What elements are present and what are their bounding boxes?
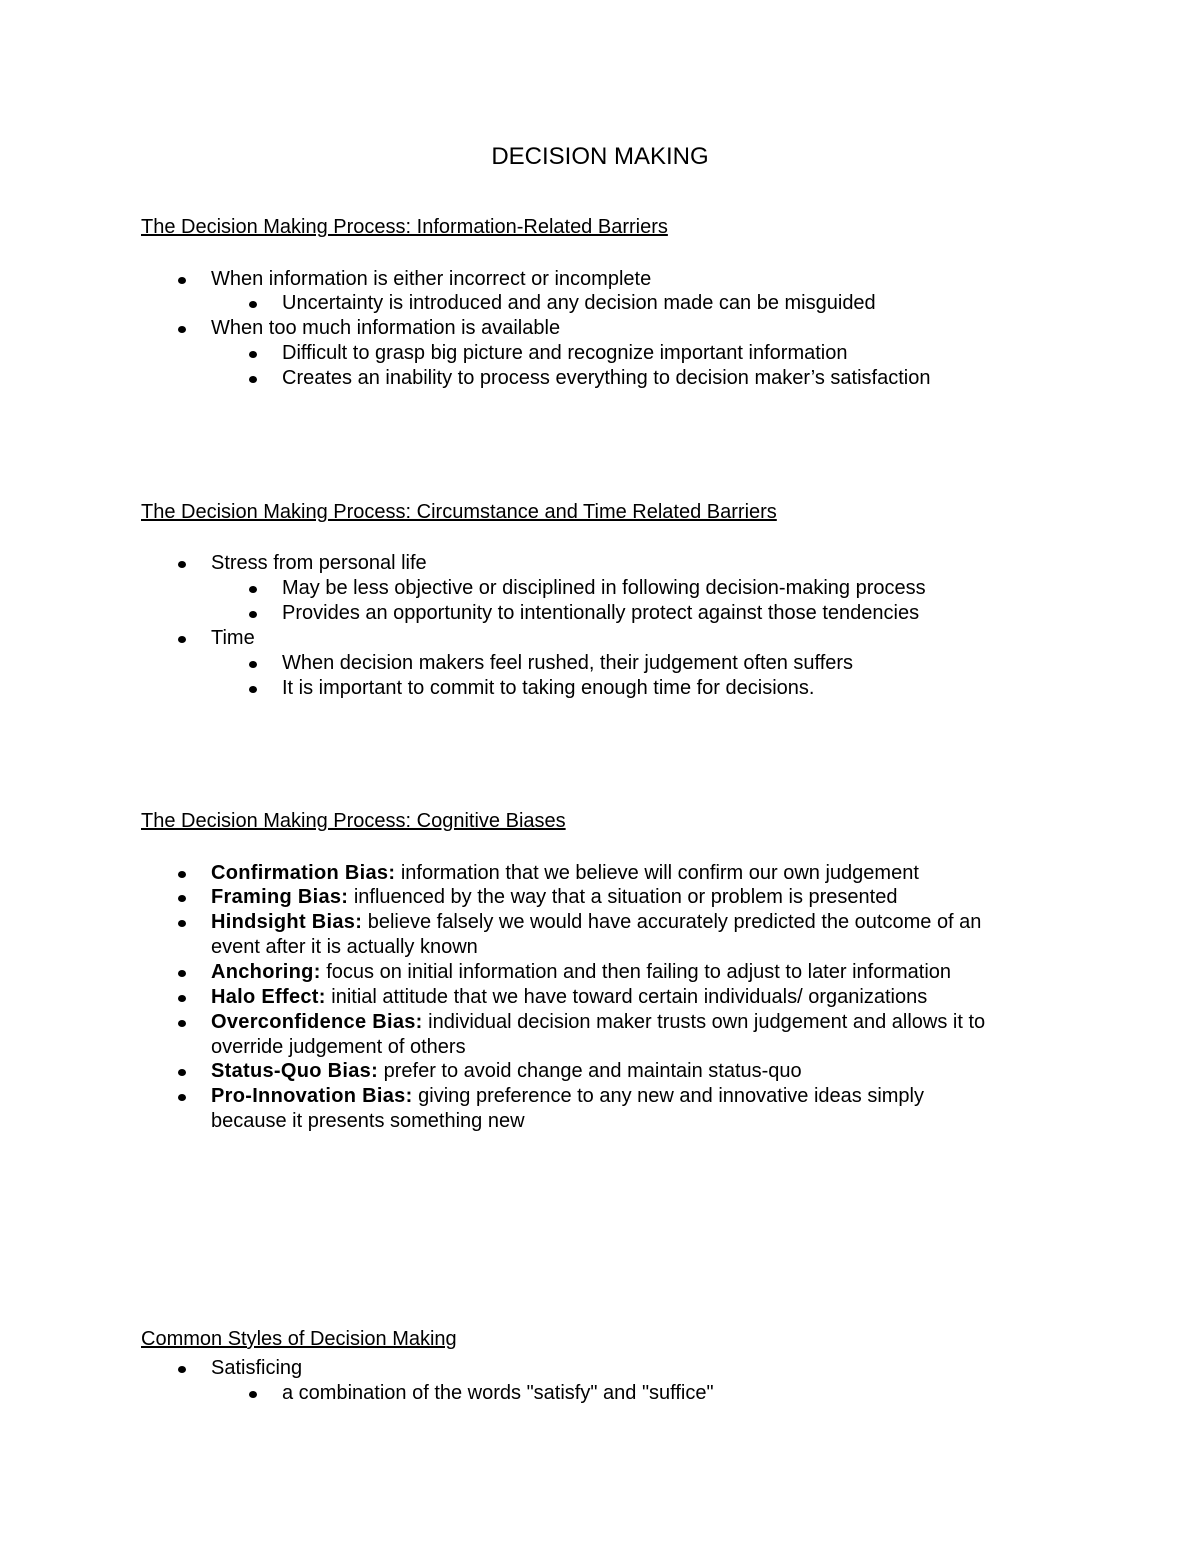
bullet-icon [178, 1094, 186, 1101]
bias-term: Halo Effect: [211, 986, 326, 1008]
section-heading-decision-styles: Common Styles of Decision Making [141, 1328, 457, 1350]
bias-term: Status-Quo Bias: [211, 1060, 379, 1082]
list-item [282, 341, 847, 366]
bias-term: Overconfidence Bias: [211, 1011, 423, 1033]
list-item-text: a combination of the words "satisfy" and "suffice" [282, 1382, 714, 1404]
list-item-text: It is important to commit to taking enough time for decisions. [282, 677, 815, 699]
list-item [211, 626, 255, 651]
bullet-icon [178, 895, 186, 902]
list-item [211, 267, 651, 292]
list-item [211, 551, 427, 576]
bullet-icon [178, 970, 186, 977]
list-item [211, 960, 951, 985]
list-item-text: When information is either incorrect or incomplete [211, 268, 652, 290]
bias-term: Hindsight Bias: [211, 911, 363, 933]
list-item [282, 601, 919, 626]
list-item-text: Satisficing [211, 1357, 303, 1379]
bias-term: Pro-Innovation Bias: [211, 1085, 413, 1107]
list-item [211, 316, 560, 341]
bullet-icon [249, 586, 257, 593]
bias-definition: influenced by the way that a situation or problem is presented [348, 886, 898, 908]
list-item [282, 651, 853, 676]
list-item [211, 1010, 985, 1035]
bullet-icon [249, 661, 257, 668]
bullet-icon [178, 871, 186, 878]
bullet-icon [178, 920, 186, 927]
list-item [211, 1059, 802, 1084]
bullet-icon [249, 686, 257, 693]
bias-definition: information that we believe will confirm our own judgement [395, 862, 919, 884]
bullet-icon [249, 376, 257, 383]
bullet-icon [178, 636, 186, 643]
section-heading-cognitive-biases: The Decision Making Process: Cognitive Biases [141, 810, 566, 832]
section-heading-circumstance-barriers: The Decision Making Process: Circumstance and Time Related Barriers [141, 501, 777, 523]
bullet-icon [178, 1069, 186, 1076]
list-item [282, 576, 926, 601]
bias-definition: giving preference to any new and innovative ideas simply [412, 1085, 924, 1107]
bias-definition-continuation: event after it is actually known [211, 936, 478, 958]
list-item [282, 291, 876, 316]
bias-definition: believe falsely we would have accurately predicted the outcome of an [362, 911, 982, 933]
bias-definition: individual decision maker trusts own judgement and allows it to [422, 1011, 986, 1033]
list-item-text: Difficult to grasp big picture and recognize important information [282, 342, 848, 364]
bullet-icon [178, 995, 186, 1002]
bias-definition: prefer to avoid change and maintain status-quo [378, 1060, 802, 1082]
list-item-text: May be less objective or disciplined in following decision-making process [282, 577, 926, 599]
list-item [211, 985, 927, 1010]
list-item-text: When decision makers feel rushed, their judgement often suffers [282, 652, 854, 674]
list-item-text: Time [211, 627, 255, 649]
list-item [282, 1381, 714, 1406]
bullet-icon [178, 326, 186, 333]
list-item-text: When too much information is available [211, 317, 561, 339]
list-item-text: Uncertainty is introduced and any decision made can be misguided [282, 292, 876, 314]
bias-definition-continuation: override judgement of others [211, 1036, 466, 1058]
bullet-icon [178, 561, 186, 568]
document-title: DECISION MAKING [491, 143, 709, 170]
bullet-icon [249, 301, 257, 308]
list-item [211, 861, 919, 886]
bias-definition: focus on initial information and then failing to adjust to later information [320, 961, 952, 983]
list-item [282, 366, 930, 391]
list-item-text: Creates an inability to process everything to decision maker’s satisfaction [282, 367, 931, 389]
section-heading-information-barriers: The Decision Making Process: Information-Related Barriers [141, 216, 668, 238]
bias-definition: initial attitude that we have toward certain individuals/ organizations [325, 986, 928, 1008]
bias-term: Anchoring: [211, 961, 321, 983]
bullet-icon [178, 277, 186, 284]
list-item [211, 1084, 924, 1109]
bullet-icon [178, 1020, 186, 1027]
bias-definition-continuation: because it presents something new [211, 1110, 525, 1132]
bias-term: Confirmation Bias: [211, 862, 396, 884]
bullet-icon [249, 351, 257, 358]
bias-term: Framing Bias: [211, 886, 349, 908]
list-item-text: Provides an opportunity to intentionally protect against those tendencies [282, 602, 920, 624]
list-item [282, 676, 814, 701]
list-item-text: Stress from personal life [211, 552, 427, 574]
list-item [211, 1356, 302, 1381]
bullet-icon [249, 1391, 257, 1398]
list-item [211, 910, 981, 935]
list-item [211, 885, 897, 910]
bullet-icon [249, 611, 257, 618]
bullet-icon [178, 1366, 186, 1373]
